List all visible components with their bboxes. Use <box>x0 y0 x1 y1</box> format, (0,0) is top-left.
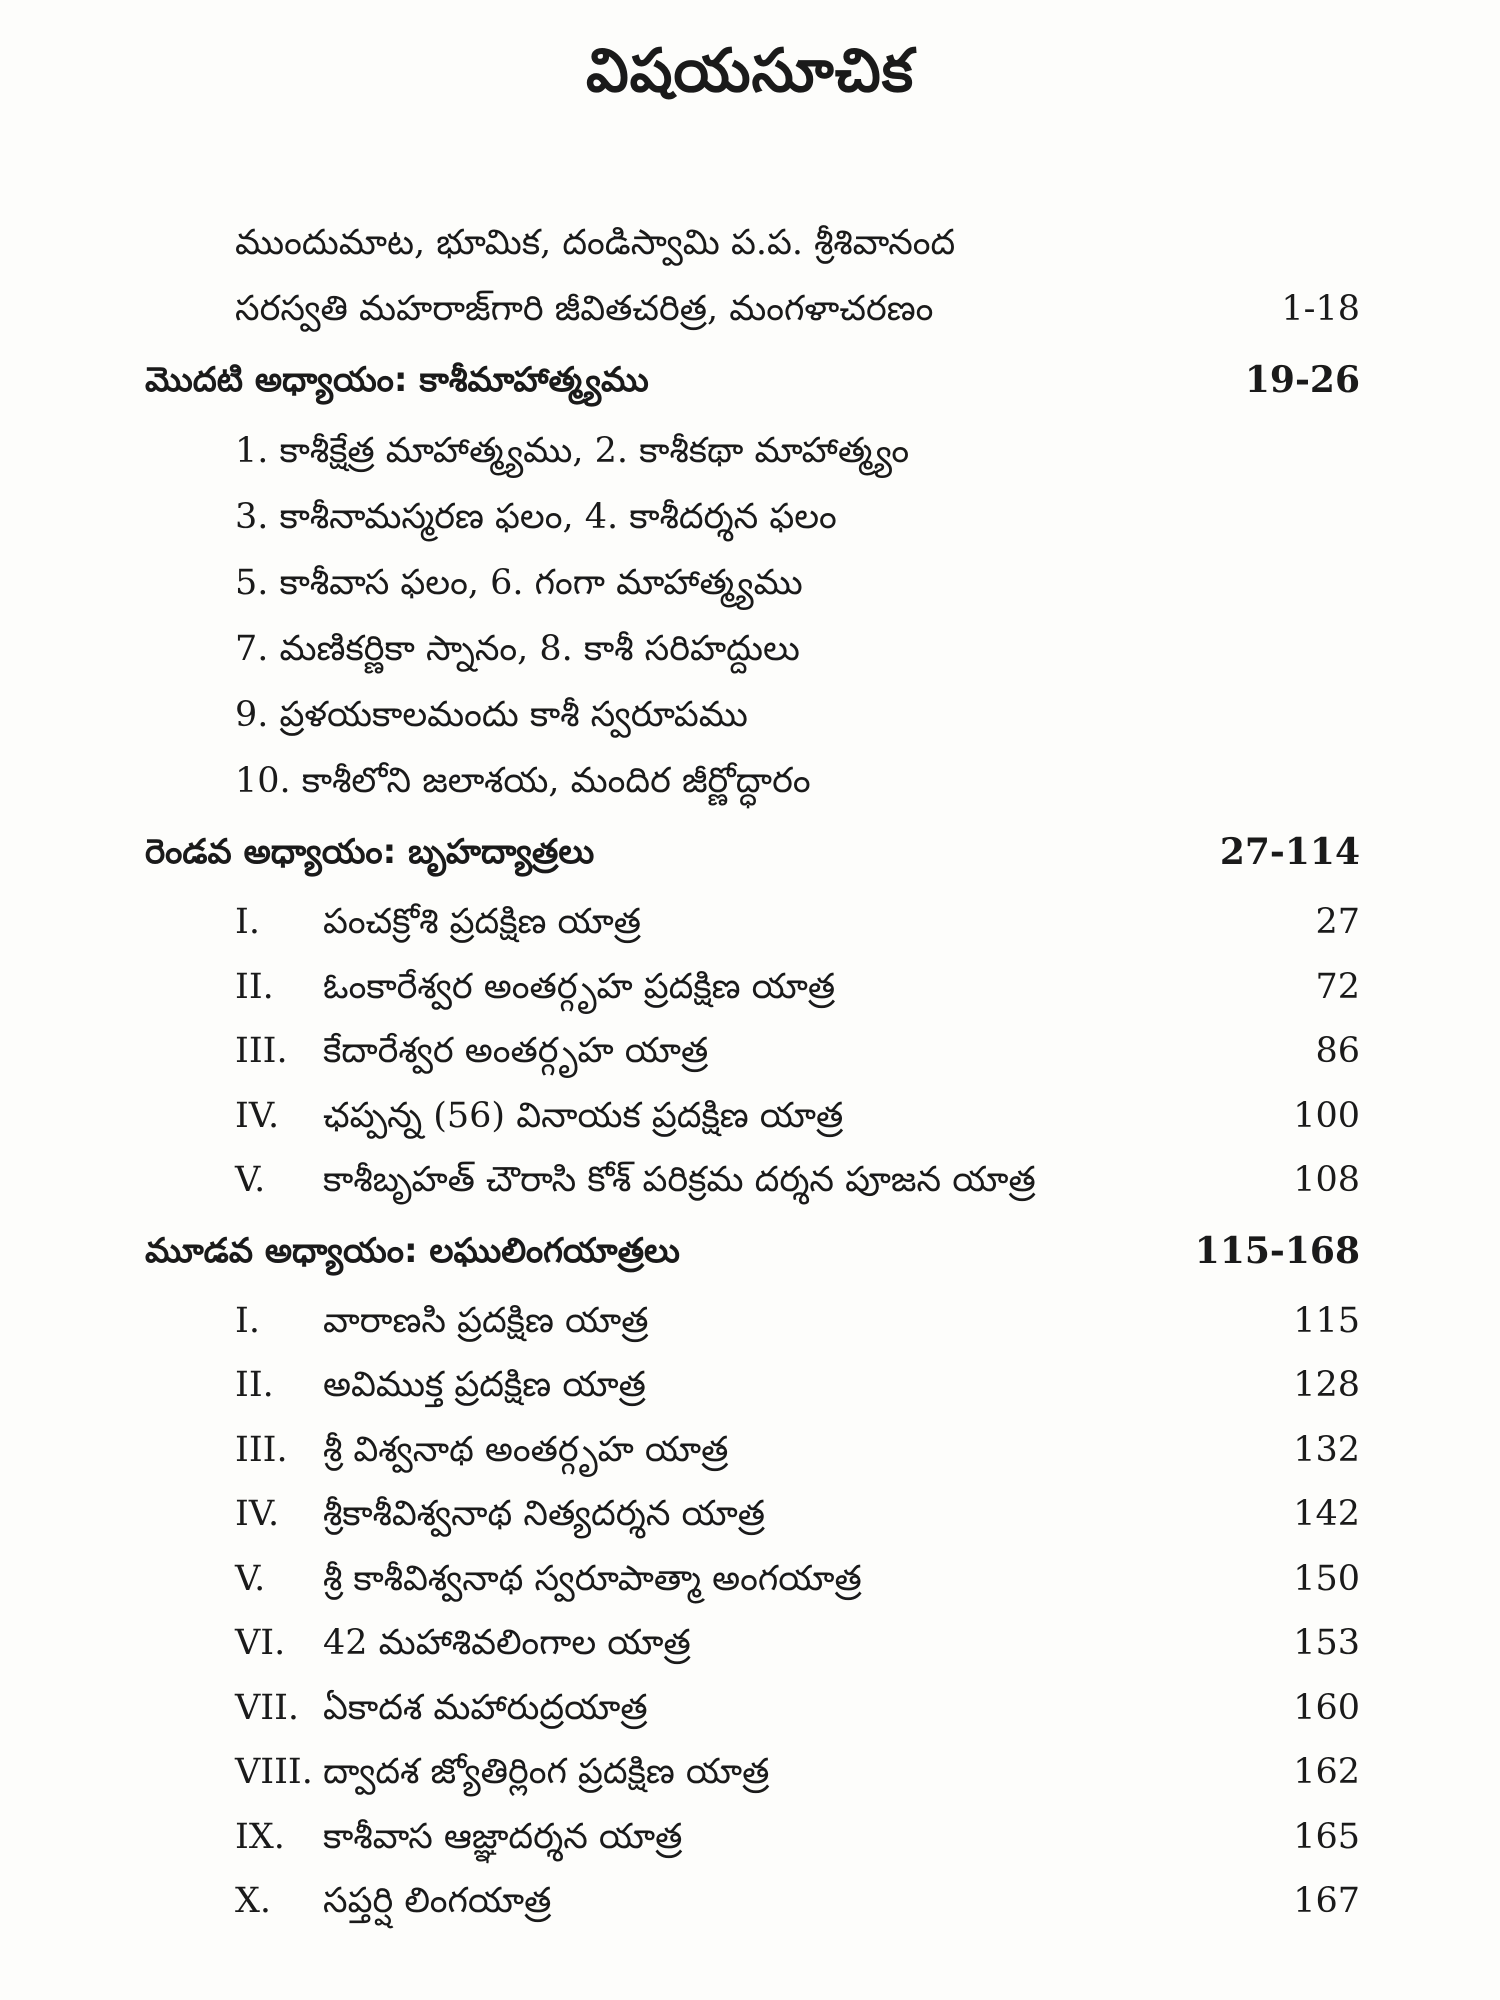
entry-title: కాశీవాస ఆజ్ఞాదర్శన యాత్ర <box>323 1816 683 1857</box>
section-text: 1. కాశీక్షేత్ర మాహాత్మ్యము, 2. కాశీకథా మాహాత్మ్యం <box>235 431 910 471</box>
toc-entry <box>145 1676 1360 1741</box>
chapter-pages: 115-168 <box>1194 1229 1360 1272</box>
section-text: 7. మణికర్ణికా స్నానం, 8. కాశీ సరిహద్దులు <box>235 629 800 669</box>
entry-page: 142 <box>1293 1494 1360 1534</box>
chapter-title: మూడవ అధ్యాయం: లఘులింగయాత్రలు <box>145 1230 680 1271</box>
section-text: 3. కాశీనామస్మరణ ఫలం, 4. కాశీదర్శన ఫలం <box>235 497 837 537</box>
toc-entry <box>145 1019 1360 1084</box>
entry-title: శ్రీ కాశీవిశ్వనాథ స్వరూపాత్మా అంగయాత్ర <box>323 1558 862 1599</box>
entry-page: 160 <box>1293 1687 1360 1728</box>
toc-intro-text-1: ముందుమాట, భూమిక, దండిస్వామి ప.ప. శ్రీశివానంద <box>235 223 956 263</box>
entry-title: వారాణసి ప్రదక్షిణ యాత్ర <box>323 1300 649 1341</box>
entry-title: పంచక్రోశి ప్రదక్షిణ యాత్ర <box>323 902 642 942</box>
entry-page: 128 <box>1293 1365 1360 1405</box>
toc-intro-line-2 <box>145 276 1360 342</box>
chapter-title: రెండవ అధ్యాయం: బృహద్యాత్రలు <box>145 832 595 872</box>
entry-title: శ్రీకాశీవిశ్వనాథ నిత్యదర్శన యాత్ర <box>323 1494 766 1534</box>
entry-title: కాశీబృహత్ చౌరాసి కోశ్ పరిక్రమ దర్శన పూజన యాత్ర <box>323 1160 1036 1200</box>
section-text: 9. ప్రళయకాలమందు కాశీ స్వరూపము <box>235 695 748 735</box>
toc-entry <box>145 1353 1360 1418</box>
entry-title: సప్తర్షి లింగయాత్ర <box>323 1881 552 1921</box>
entry-page: 115 <box>1293 1300 1360 1341</box>
entry-title: కేదారేశ్వర అంతర్గృహ యాత్ర <box>323 1031 709 1071</box>
page-title: విషయసూచిక <box>585 36 915 106</box>
entry-page: 153 <box>1293 1623 1360 1663</box>
entry-number: IV. <box>235 1095 280 1136</box>
table-of-contents <box>145 210 1360 1934</box>
entry-title: ఏకాదశ మహారుద్రయాత్ర <box>323 1687 648 1728</box>
entry-number: III. <box>235 1031 288 1071</box>
entry-number: III. <box>235 1429 288 1470</box>
entry-number: IV. <box>235 1494 280 1534</box>
entry-page: 150 <box>1293 1558 1360 1599</box>
entry-number: V. <box>235 1160 266 1200</box>
chapter-pages: 19-26 <box>1244 359 1360 401</box>
chapter-section <box>145 748 1360 814</box>
toc-entry <box>145 1084 1360 1149</box>
toc-entry <box>145 1611 1360 1676</box>
entry-number: I. <box>235 902 260 942</box>
entry-title: ద్వాదశ జ్యోతిర్లింగ ప్రదక్షిణ యాత్ర <box>323 1752 770 1792</box>
entry-number: VIII. <box>235 1752 313 1792</box>
entry-number: II. <box>235 1365 274 1405</box>
toc-entry <box>145 1547 1360 1612</box>
chapter-heading <box>145 1213 1360 1289</box>
entry-number: VII. <box>235 1687 300 1728</box>
chapter-section <box>145 418 1360 484</box>
toc-entry <box>145 1805 1360 1870</box>
section-text: 10. కాశీలోని జలాశయ, మందిర జీర్ణోద్ధారం <box>235 761 811 801</box>
entry-number: II. <box>235 966 274 1007</box>
toc-entry <box>145 1740 1360 1805</box>
entry-title: ఛప్పన్న (56) వినాయక ప్రదక్షిణ యాత్ర <box>323 1095 844 1136</box>
entry-number: V. <box>235 1558 266 1599</box>
toc-intro-text-2: సరస్వతి మహరాజ్‌గారి జీవితచరిత్ర, మంగళాచరణం <box>235 289 934 329</box>
toc-entry <box>145 955 1360 1020</box>
entry-number: I. <box>235 1300 260 1341</box>
entry-title: 42 మహాశివలింగాల యాత్ర <box>323 1623 691 1663</box>
section-text: 5. కాశీవాస ఫలం, 6. గంగా మాహాత్మ్యము <box>235 563 803 603</box>
entry-page: 167 <box>1293 1881 1360 1921</box>
entry-page: 86 <box>1315 1031 1360 1071</box>
toc-entry <box>145 890 1360 955</box>
entry-number: IX. <box>235 1816 285 1857</box>
toc-entry <box>145 1482 1360 1547</box>
entry-page: 27 <box>1315 902 1360 942</box>
chapter-pages: 27-114 <box>1219 831 1360 873</box>
entry-title: ఓంకారేశ్వర అంతర్గృహ ప్రదక్షిణ యాత్ర <box>323 966 836 1007</box>
entry-page: 132 <box>1293 1429 1360 1470</box>
toc-intro-line-1 <box>145 210 1360 276</box>
entry-page: 72 <box>1315 966 1360 1007</box>
chapter-section <box>145 616 1360 682</box>
chapter-section <box>145 682 1360 748</box>
chapter-section <box>145 484 1360 550</box>
toc-entry <box>145 1869 1360 1934</box>
chapter-section <box>145 550 1360 616</box>
toc-entry <box>145 1418 1360 1483</box>
entry-title: అవిముక్త ప్రదక్షిణ యాత్ర <box>323 1365 646 1405</box>
entry-page: 108 <box>1293 1160 1360 1200</box>
chapter-title: మొదటి అధ్యాయం: కాశీమాహాత్మ్యము <box>145 360 649 400</box>
chapter-heading <box>145 342 1360 418</box>
toc-entry <box>145 1148 1360 1213</box>
toc-intro-pages: 1-18 <box>1281 289 1360 329</box>
entry-title: శ్రీ విశ్వనాథ అంతర్గృహ యాత్ర <box>323 1429 729 1470</box>
chapter-heading <box>145 814 1360 890</box>
entry-number: X. <box>235 1881 272 1921</box>
entry-page: 165 <box>1293 1816 1360 1857</box>
toc-entry <box>145 1289 1360 1354</box>
entry-number: VI. <box>235 1623 286 1663</box>
entry-page: 162 <box>1293 1752 1360 1792</box>
entry-page: 100 <box>1293 1095 1360 1136</box>
